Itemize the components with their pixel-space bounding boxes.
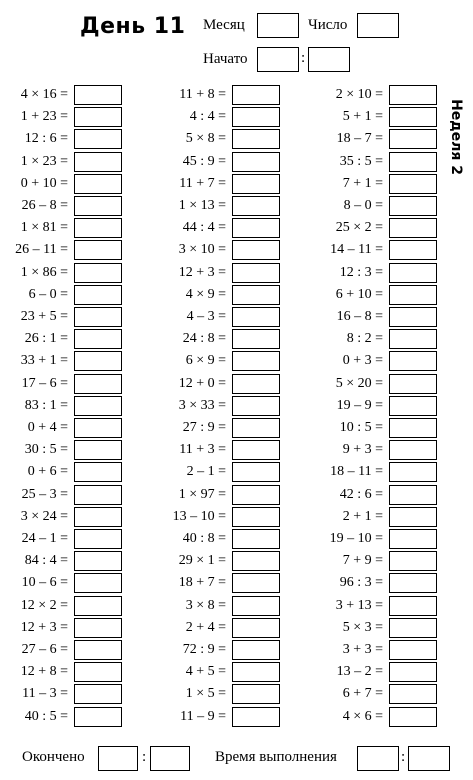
exercise-expression: 4 × 16 = (20, 87, 68, 102)
exercise-expression: 24 – 1 = (21, 531, 68, 546)
exercise-expression: 18 – 11 = (330, 464, 383, 480)
exercise-expression: 44 : 4 = (182, 220, 226, 236)
exercise-expression: 4 – 3 = (186, 309, 226, 324)
exercise-expression: 19 – 9 = (336, 397, 383, 413)
exercise-expression: 45 : 9 = (182, 153, 226, 169)
exercise-expression: 33 + 1 = (20, 353, 68, 369)
exercise-expression: 17 – 6 = (21, 375, 68, 391)
exercise-expression: 1 × 5 = (185, 686, 226, 702)
exercise-expression: 12 + 0 = (178, 375, 226, 391)
answer-box[interactable] (389, 662, 437, 682)
exercise-expression: 12 + 3 = (178, 264, 226, 280)
answer-box[interactable] (389, 152, 437, 172)
answer-box[interactable] (389, 196, 437, 216)
answer-box[interactable] (389, 507, 437, 527)
exercise-expression: 11 + 3 = (179, 442, 226, 458)
exercise-expression: 12 : 3 = (339, 264, 383, 280)
finished-colon: : (142, 749, 147, 765)
answer-box[interactable] (389, 218, 437, 238)
exercise-expression: 14 – 11 = (330, 242, 383, 258)
exercise-expression: 12 + 8 = (20, 664, 68, 680)
exercise-expression: 13 – 10 = (172, 508, 226, 524)
exercise-expression: 7 + 1 = (342, 175, 383, 191)
exercise-expression: 26 : 1 = (24, 331, 68, 347)
exercise-expression: 4 : 4 = (189, 109, 226, 125)
exercise-expression: 1 × 81 = (20, 220, 68, 236)
answer-box[interactable] (389, 707, 437, 727)
month-field[interactable] (257, 13, 299, 38)
exercise-expression: 1 × 13 = (178, 198, 226, 213)
started-minutes-field[interactable] (308, 47, 350, 72)
exercise-expression: 11 + 7 = (179, 175, 226, 191)
exercise-expression: 12 + 3 = (20, 619, 68, 635)
answer-box[interactable] (389, 263, 437, 283)
finished-minutes-field[interactable] (150, 746, 190, 771)
exercise-expression: 26 – 11 = (15, 242, 68, 258)
duration-colon: : (401, 749, 406, 765)
exercise-expression: 18 + 7 = (178, 575, 226, 591)
answer-box[interactable] (389, 640, 437, 660)
exercise-expression: 4 × 6 = (342, 708, 383, 724)
answer-box[interactable] (389, 396, 437, 416)
exercise-expression: 6 – 0 = (28, 286, 68, 302)
exercise-expression: 7 + 9 = (342, 553, 383, 569)
started-label: Начато (203, 51, 248, 67)
answer-box[interactable] (389, 107, 437, 127)
exercise-expression: 4 × 9 = (185, 286, 226, 302)
exercise-expression: 10 : 5 = (339, 420, 383, 435)
answer-box[interactable] (389, 285, 437, 305)
page-title: День 11 (80, 14, 186, 39)
exercise-expression: 3 × 33 = (178, 397, 226, 413)
exercise-expression: 3 × 8 = (185, 597, 226, 613)
exercise-expression: 5 × 8 = (185, 131, 226, 147)
duration-minutes-field[interactable] (408, 746, 450, 771)
exercise-expression: 1 × 23 = (20, 153, 68, 169)
answer-box[interactable] (389, 374, 437, 394)
started-hours-field[interactable] (257, 47, 299, 72)
exercise-expression: 0 + 10 = (20, 175, 68, 191)
exercise-expression: 4 + 5 = (185, 664, 226, 680)
exercise-expression: 18 – 7 = (336, 131, 383, 147)
date-field[interactable] (357, 13, 399, 38)
exercise-expression: 5 × 20 = (335, 375, 383, 391)
exercise-expression: 5 + 1 = (342, 109, 383, 125)
exercise-expression: 6 + 10 = (335, 286, 383, 302)
exercise-expression: 3 × 10 = (178, 242, 226, 258)
exercise-expression: 6 × 9 = (185, 353, 226, 369)
exercise-expression: 29 × 1 = (178, 553, 226, 569)
exercise-expression: 12 × 2 = (20, 597, 68, 613)
week-label-text: Неделя 2 (448, 99, 464, 175)
exercise-expression: 30 : 5 = (24, 442, 68, 458)
answer-box[interactable] (389, 307, 437, 327)
exercise-expression: 3 × 24 = (20, 508, 68, 524)
exercise-expression: 2 × 10 = (335, 87, 383, 102)
exercise-expression: 42 : 6 = (339, 486, 383, 502)
answer-box[interactable] (389, 596, 437, 616)
exercise-expression: 3 + 13 = (335, 597, 383, 613)
answer-box[interactable] (389, 174, 437, 194)
exercise-expression: 83 : 1 = (24, 397, 68, 413)
exercise-expression: 8 – 0 = (343, 198, 383, 213)
exercise-expression: 0 + 6 = (27, 464, 68, 480)
exercise-expression: 11 + 8 = (179, 87, 226, 102)
answer-box[interactable] (389, 573, 437, 593)
finished-label: Окончено (22, 749, 85, 765)
exercise-expression: 2 – 1 = (186, 464, 226, 480)
exercise-expression: 11 – 9 = (180, 708, 226, 724)
exercise-expression: 96 : 3 = (339, 575, 383, 591)
exercise-expression: 8 : 2 = (346, 331, 383, 347)
exercise-expression: 24 : 8 = (182, 331, 226, 347)
exercise-expression: 11 – 3 = (22, 686, 68, 702)
exercise-expression: 5 × 3 = (342, 619, 383, 635)
exercise-expression: 9 + 3 = (342, 442, 383, 458)
exercise-expression: 1 + 23 = (20, 109, 68, 125)
exercise-expression: 27 : 9 = (182, 420, 226, 435)
exercise-expression: 19 – 10 = (329, 531, 383, 546)
exercise-expression: 13 – 2 = (336, 664, 383, 680)
exercise-expression: 10 – 6 = (21, 575, 68, 591)
exercise-expression: 40 : 8 = (182, 531, 226, 546)
started-colon: : (301, 50, 306, 66)
answer-box[interactable] (389, 329, 437, 349)
answer-box[interactable] (389, 529, 437, 549)
exercise-expression: 6 + 7 = (342, 686, 383, 702)
date-label: Число (308, 17, 348, 33)
exercise-expression: 2 + 1 = (342, 508, 383, 524)
duration-hours-field[interactable] (357, 746, 399, 771)
exercise-expression: 12 : 6 = (24, 131, 68, 147)
exercise-expression: 1 × 86 = (20, 264, 68, 280)
answer-box[interactable] (389, 462, 437, 482)
exercise-expression: 3 + 3 = (342, 642, 383, 657)
exercise-expression: 1 × 97 = (178, 486, 226, 502)
answer-box[interactable] (389, 240, 437, 260)
exercise-expression: 0 + 3 = (342, 353, 383, 369)
answer-box[interactable] (389, 440, 437, 460)
exercise-expression: 35 : 5 = (339, 153, 383, 169)
answer-box[interactable] (389, 618, 437, 638)
week-label (443, 82, 469, 192)
exercise-expression: 25 – 3 = (21, 486, 68, 502)
exercise-expression: 40 : 5 = (24, 708, 68, 724)
exercise-expression: 16 – 8 = (336, 309, 383, 324)
exercise-expression: 84 : 4 = (24, 553, 68, 569)
exercise-expression: 27 – 6 = (21, 642, 68, 657)
finished-hours-field[interactable] (98, 746, 138, 771)
exercise-expression: 25 × 2 = (335, 220, 383, 236)
exercise-expression: 72 : 9 = (182, 642, 226, 657)
exercise-expression: 23 + 5 = (20, 309, 68, 324)
exercise-expression: 26 – 8 = (21, 198, 68, 213)
answer-box[interactable] (389, 684, 437, 704)
answer-box[interactable] (389, 418, 437, 438)
exercise-expression: 2 + 4 = (185, 619, 226, 635)
answer-box[interactable] (389, 351, 437, 371)
duration-label: Время выполнения (215, 749, 337, 765)
answer-box[interactable] (389, 129, 437, 149)
answer-box[interactable] (389, 85, 437, 105)
exercise-expression: 0 + 4 = (27, 420, 68, 435)
answer-box[interactable] (389, 485, 437, 505)
month-label: Месяц (203, 17, 245, 33)
answer-box[interactable] (389, 551, 437, 571)
